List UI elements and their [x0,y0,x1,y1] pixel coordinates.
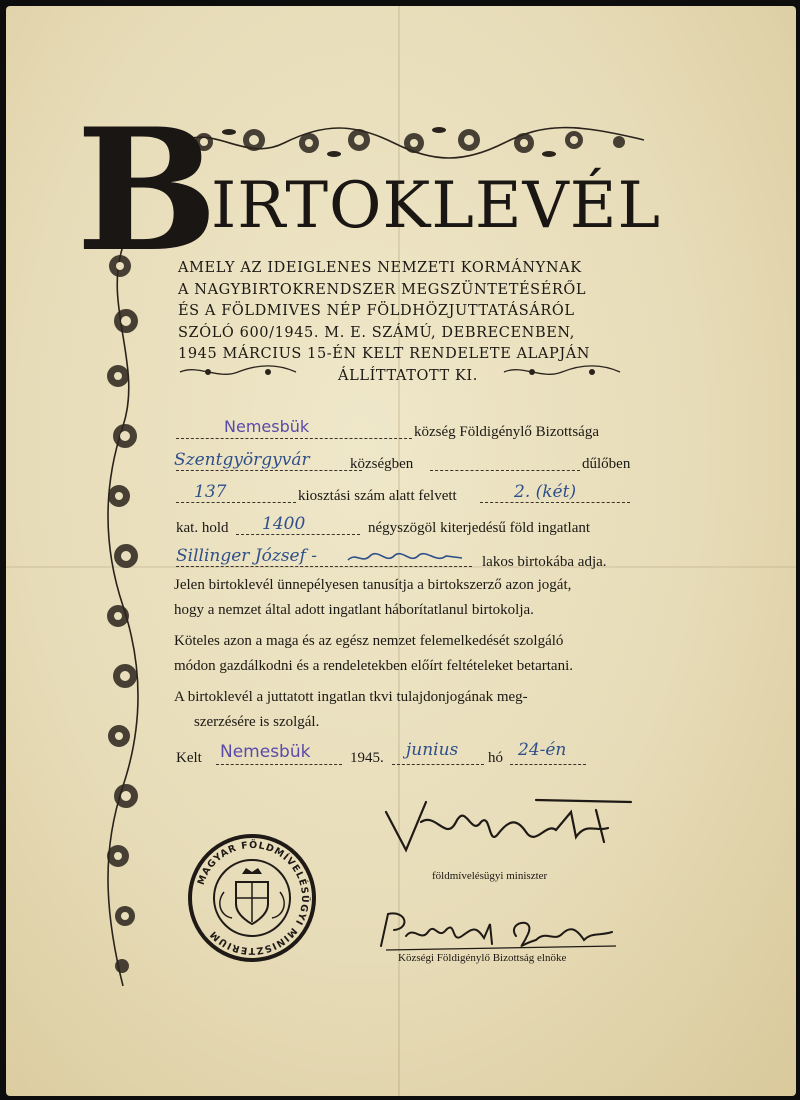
certificate-sheet [6,6,796,1096]
paragraph-line: hogy a nemzet által adott ingatlant háborítatlanul birtokolja. [174,602,534,618]
blank-line [480,502,630,503]
paragraph-line: Köteles azon a maga és az egész nemzet felemelkedését szolgáló [174,633,564,649]
field-suffix: dűlőben [582,456,631,472]
blank-line [236,534,360,535]
kat-hold-label: kat. hold [176,520,229,536]
obligations-paragraph [174,630,644,677]
title-deed-paragraph [174,686,644,733]
ministry-seal [186,832,318,964]
intro-line: AMELY AZ IDEIGLENES NEMZETI KORMÁNYNAK [178,260,582,276]
rights-paragraph [174,574,644,621]
location-handwritten: Szentgyörgyvár [174,450,310,470]
committee-title: Községi Földigénylő Bizottság elnöke [398,952,567,964]
title-initial: B [76,91,218,289]
paragraph-line: módon gazdálkodni és a rendeletekben előírt feltételeket betartani. [174,658,573,674]
lot-label: kiosztási szám alatt felvett [298,488,457,504]
kelt-label: Kelt [176,750,202,766]
minister-signature [376,792,646,862]
ornament-right [502,364,622,380]
blank-line [392,764,484,765]
blank-line [176,566,472,567]
owner-scribble [346,550,466,566]
floral-top-border [174,118,654,168]
intro-line: SZÓLÓ 600/1945. M. E. SZÁMÚ, DEBRECENBEN, [178,324,575,341]
owner-handwritten: Sillinger József - [176,546,318,566]
lot-number-handwritten: 137 [194,482,227,502]
owner-suffix: lakos birtokába adja. [482,554,607,570]
intro-line: ÉS A FÖLDMIVES NÉP FÖLDHÖZJUTTATÁSÁRÓL [178,303,575,319]
hold-handwritten: 2. (két) [514,482,577,502]
minister-title: földmívelésügyi miniszter [432,870,548,882]
paragraph-line: Jelen birtoklevél ünnepélyesen tanusítja a birtokszerző azon jogát, [174,577,572,593]
village-suffix: község Földigénylő Bizottsága [414,424,599,440]
location-suffix: községben [350,456,414,472]
paragraph-line: A birtoklevél a juttatott ingatlan tkvi tulajdonjogának meg- [174,689,528,705]
kelt-day-handwritten: 24-én [518,740,567,760]
blank-line [176,438,412,439]
square-fathoms-handwritten: 1400 [262,514,306,534]
floral-left-border [98,246,148,986]
blank-line [176,470,362,471]
blank-line [510,764,586,765]
kelt-month-handwritten: junius [406,740,459,760]
intro-line: A NAGYBIRTOKRENDSZER MEGSZÜNTETÉSÉRŐL [178,281,587,298]
kelt-place-stamp: Nemesbük [220,742,311,762]
svg-text:MAGYAR FÖLDMÍVELÉSÜGYI MINISZT: MAGYAR FÖLDMÍVELÉSÜGYI MINISZTERIUM [195,839,311,957]
kelt-ho: hó [488,750,503,766]
paragraph-line: szerzésére is szolgál. [194,714,320,730]
document-title: IRTOKLEVÉL [211,169,661,243]
blank-line [176,502,296,503]
kelt-year: 1945. [350,750,384,766]
blank-line [430,470,580,471]
committee-signature [366,906,636,956]
ornament-left [178,364,298,380]
intro-line: 1945 MÁRCIUS 15-ÉN KELT RENDELETE ALAPJÁN [178,346,591,362]
square-label: négyszögöl kiterjedésű föld ingatlant [368,520,591,536]
intro-line: ÁLLÍTTATOTT KI. [338,367,478,384]
blank-line [216,764,342,765]
village-stamp: Nemesbük [224,417,310,436]
